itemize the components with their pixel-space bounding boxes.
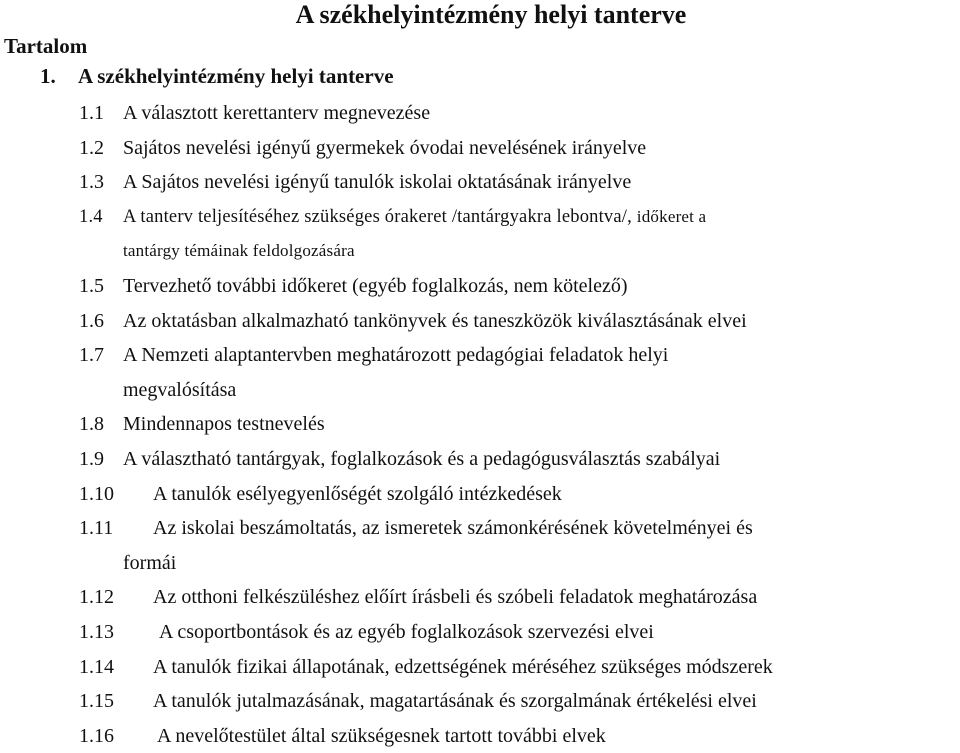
toc-entry-label-line2: tantárgy témáinak feldolgozására xyxy=(123,241,355,261)
toc-entry-1-6[interactable] xyxy=(79,304,957,339)
toc-entry-label-line1: A Nemzeti alaptantervben meghatározott pedagógiai feladatok helyi xyxy=(123,344,669,367)
toc-entry-1-7[interactable] xyxy=(79,338,957,407)
toc-entry-label: Sajátos nevelési igényű gyermekek óvodai nevelésének irányelve xyxy=(123,136,647,159)
toc-entry-number: 1.14 xyxy=(79,655,114,678)
toc-entry-number: 1.3 xyxy=(79,171,104,194)
toc-entry-label: A Sajátos nevelési igényű tanulók iskolai oktatásának irányelve xyxy=(123,171,632,194)
toc-entry-label: Az otthoni felkészüléshez előírt írásbeli és szóbeli feladatok meghatározása xyxy=(153,586,758,609)
toc-entry-label: A tanulók esélyegyenlőségét szolgáló intézkedések xyxy=(153,482,562,505)
toc-entry-number: 1.7 xyxy=(79,344,104,367)
toc-entry-1-3[interactable] xyxy=(79,165,957,200)
toc-entry-label: A tanulók jutalmazásának, magatartásának és szorgalmának értékelési elvei xyxy=(153,690,757,713)
toc-entry-number: 1.11 xyxy=(79,517,114,540)
toc-entry-1-15[interactable] xyxy=(79,684,957,719)
toc-chapter-1[interactable] xyxy=(40,64,394,88)
toc-entry-1-2[interactable] xyxy=(79,131,957,166)
toc-entry-label: Az oktatásban alkalmazható tankönyvek és taneszközök kiválasztásának elvei xyxy=(123,309,747,332)
toc-entry-label: A választott kerettanterv megnevezése xyxy=(123,102,431,124)
toc-entry-1-10[interactable] xyxy=(79,477,957,512)
toc-entry-label: A tanulók fizikai állapotának, edzettségének méréséhez szükséges módszerek xyxy=(153,655,773,678)
toc-entry-1-5[interactable] xyxy=(79,269,957,304)
toc-entry-1-16[interactable] xyxy=(79,719,957,753)
toc-entry-1-8[interactable] xyxy=(79,407,957,442)
toc-entry-number: 1.6 xyxy=(79,309,104,332)
toc-entry-label-line2: formái xyxy=(123,551,177,574)
toc-entry-label-line1: Az iskolai beszámoltatás, az ismeretek számonkérésének követelményei és xyxy=(153,517,753,540)
toc-entry-label: A választható tantárgyak, foglalkozások és a pedagógusválasztás szabályai xyxy=(123,447,721,470)
toc-entry-1-9[interactable] xyxy=(79,442,957,477)
document-title: A székhelyintézmény helyi tanterve xyxy=(295,0,687,29)
toc-entry-label: A nevelőtestület által szükségesnek tartott további elvek xyxy=(157,724,606,747)
toc-entry-label: Mindennapos testnevelés xyxy=(123,413,325,436)
toc-entry-number: 1.9 xyxy=(79,447,104,470)
toc-chapter-label: A székhelyintézmény helyi tanterve xyxy=(78,64,394,88)
toc-entry-number: 1.4 xyxy=(79,206,103,227)
toc-entry-label: Tervezhető további időkeret (egyéb foglalkozás, nem kötelező) xyxy=(123,274,628,297)
toc-entry-1-4[interactable] xyxy=(79,200,957,269)
toc-entry-1-13[interactable] xyxy=(79,615,957,650)
toc-entry-1-11[interactable] xyxy=(79,511,957,580)
toc-entry-number: 1.5 xyxy=(79,274,104,297)
toc-heading: Tartalom xyxy=(4,34,88,58)
toc-entry-1-1[interactable] xyxy=(79,96,957,131)
toc-entry-number: 1.13 xyxy=(79,620,114,643)
toc-entry-number: 1.1 xyxy=(79,102,104,124)
toc-chapter-number: 1. xyxy=(40,64,56,88)
toc-entry-label-line1: A tanterv teljesítéséhez szükséges órakeret /tantárgyakra lebontva/, időkeret a xyxy=(123,206,707,227)
toc-entry-label: A csoportbontások és az egyéb foglalkozások szervezési elvei xyxy=(159,620,654,643)
toc-entry-number: 1.2 xyxy=(79,136,104,159)
toc-entry-number: 1.16 xyxy=(79,724,114,747)
toc-entry-number: 1.10 xyxy=(79,482,114,505)
toc-entry-number: 1.12 xyxy=(79,586,114,609)
toc-list xyxy=(79,96,957,753)
toc-entry-1-14[interactable] xyxy=(79,650,957,685)
toc-entry-label-line2: megvalósítása xyxy=(123,378,237,401)
toc-entry-number: 1.15 xyxy=(79,690,114,713)
toc-entry-1-12[interactable] xyxy=(79,580,957,615)
toc-entry-number: 1.8 xyxy=(79,413,104,436)
